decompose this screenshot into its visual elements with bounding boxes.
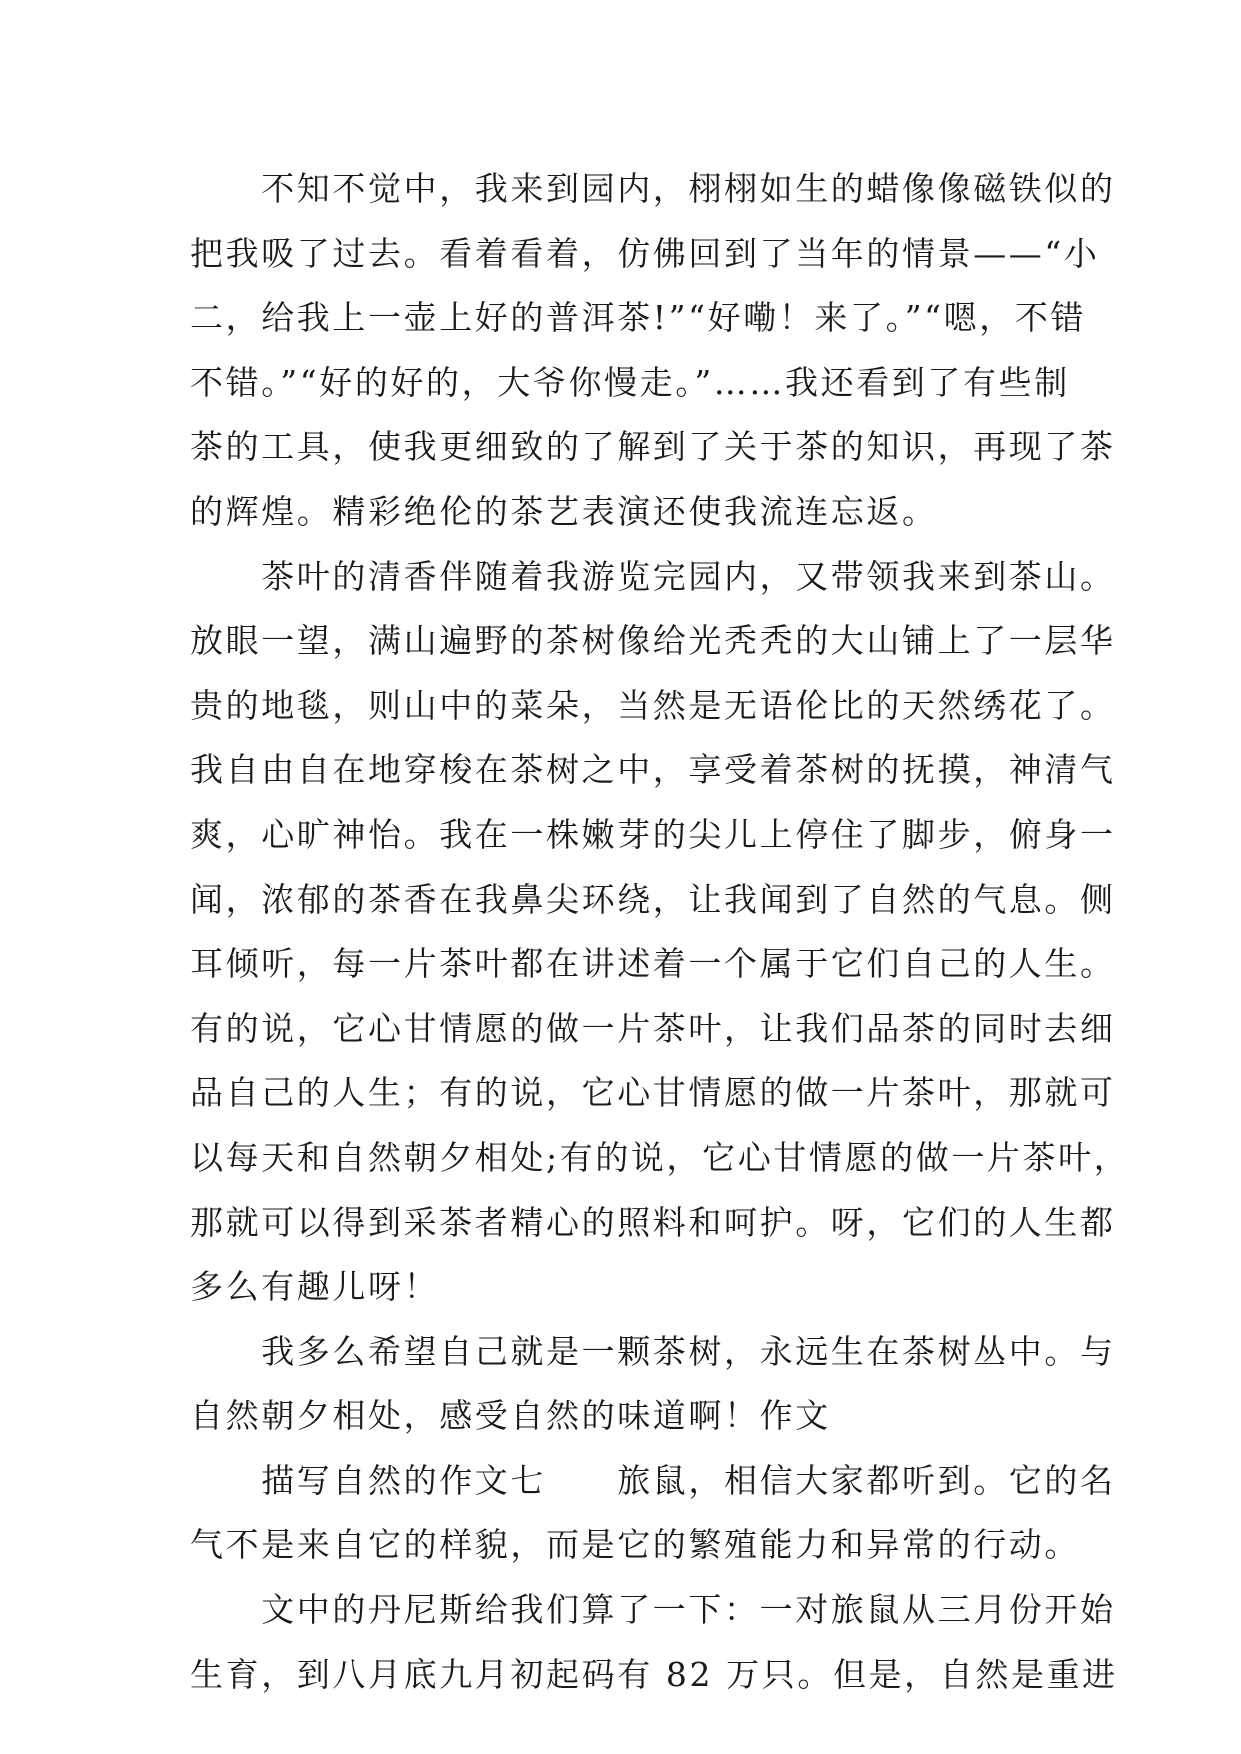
- text-line: 茶叶的清香伴随着我游览完园内，又带领我来到茶山。: [190, 556, 1116, 596]
- text-line: 耳倾听，每一片茶叶都在讲述着一个属于它们自己的人生。: [190, 944, 1116, 984]
- text-line: 生育，到八月底九月初起码有 82 万只。但是，自然是重进: [190, 1654, 1118, 1694]
- text-line: 气不是来自它的样貌，而是它的繁殖能力和异常的行动。: [190, 1525, 1080, 1565]
- text-line: 我多么希望自己就是一颗茶树，永远生在茶树丛中。与: [190, 1331, 1116, 1371]
- text-line: 不错。”“好的好的，大爷你慢走。”……我还看到了有些制: [190, 362, 1070, 402]
- text-line: 品自己的人生；有的说，它心甘情愿的做一片茶叶，那就可: [190, 1073, 1116, 1113]
- text-line: 放眼一望，满山遍野的茶树像给光秃秃的大山铺上了一层华: [190, 621, 1116, 661]
- text-line: 那就可以得到采茶者精心的照料和呵护。呀，它们的人生都: [190, 1202, 1116, 1242]
- text-line: 闻，浓郁的茶香在我鼻尖环绕，让我闻到了自然的气息。侧: [190, 879, 1116, 919]
- text-line: 我自由自在地穿梭在茶树之中，享受着茶树的抚摸，神清气: [190, 750, 1116, 790]
- body-text: [190, 157, 1130, 1707]
- text-line: 贵的地毯，则山中的菜朵，当然是无语伦比的天然绣花了。: [190, 685, 1116, 725]
- text-line: 自然朝夕相处，感受自然的味道啊！作文: [190, 1396, 831, 1436]
- text-line: 有的说，它心甘情愿的做一片茶叶，让我们品茶的同时去细: [190, 1008, 1116, 1048]
- text-line: 文中的丹尼斯给我们算了一下：一对旅鼠从三月份开始: [190, 1590, 1116, 1630]
- text-line: 的辉煌。精彩绝伦的茶艺表演还使我流连忘返。: [190, 491, 938, 531]
- text-line: 把我吸了过去。看着看着，仿佛回到了当年的情景——“小: [190, 233, 1100, 273]
- text-line: 不知不觉中，我来到园内，栩栩如生的蜡像像磁铁似的: [190, 169, 1116, 208]
- text-line: 以每天和自然朝夕相处;有的说，它心甘情愿的做一片茶叶，: [190, 1137, 1130, 1177]
- text-line: 茶的工具，使我更细致的了解到了关于茶的知识，再现了茶: [190, 427, 1116, 467]
- text-line: 描写自然的作文七 旅鼠，相信大家都听到。它的名: [190, 1460, 1116, 1500]
- text-line: 爽，心旷神怡。我在一株嫩芽的尖儿上停住了脚步，俯身一: [190, 814, 1116, 854]
- text-line: 多么有趣儿呀！: [190, 1267, 440, 1307]
- text-line: 二，给我上一壶上好的普洱茶!”“好嘞！来了。”“嗯，不错: [190, 298, 1087, 338]
